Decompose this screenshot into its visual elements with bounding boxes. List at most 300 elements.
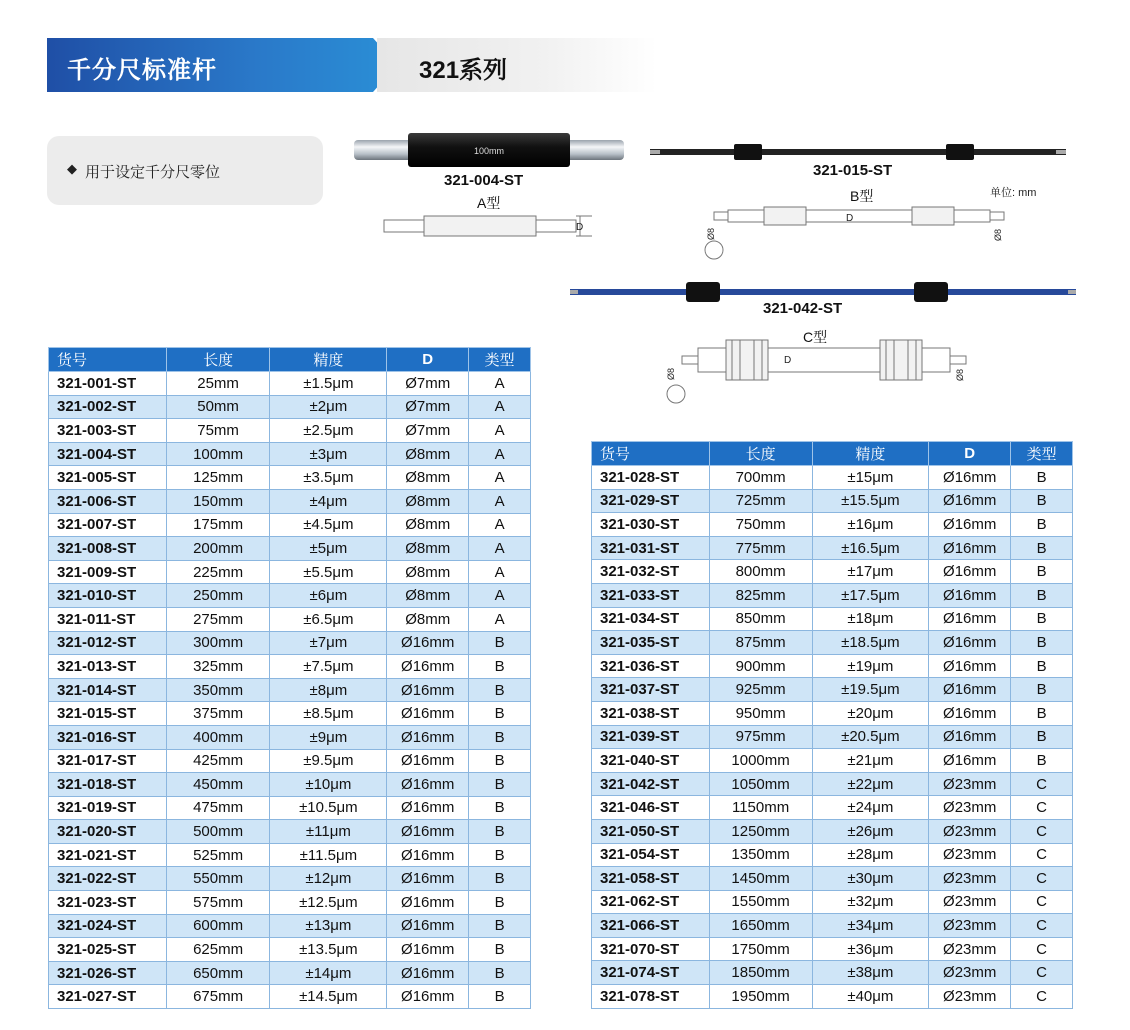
cell-type: C [1011,843,1073,867]
cell-code: 321-011-ST [49,607,167,631]
cell-type: B [469,796,531,820]
table-row [49,395,531,419]
rod-a-engraving: 100mm [473,146,505,156]
cell-type: C [1011,796,1073,820]
cell-d: Ø16mm [929,466,1011,490]
cell-d: Ø8mm [387,607,469,631]
cell-d: Ø16mm [387,820,469,844]
page-title: 千分尺标准杆 [67,57,217,84]
cell-d: Ø16mm [387,985,469,1009]
cell-type: A [469,466,531,490]
cell-accuracy: ±10μm [270,773,387,797]
cell-d: Ø16mm [929,607,1011,631]
cell-length: 475mm [166,796,270,820]
cell-length: 1350mm [709,843,812,867]
cell-length: 450mm [166,773,270,797]
table-header-row [49,348,531,372]
cell-code: 321-036-ST [592,654,710,678]
table-row [592,560,1073,584]
table-row [592,701,1073,725]
rod-c-code: 321-042-ST [763,300,843,317]
unit-label: 单位: mm [990,187,1037,199]
table-row [592,607,1073,631]
col-header-d: D [929,442,1011,466]
type-c-drawing [660,336,980,406]
cell-code: 321-038-ST [592,701,710,725]
table-row [592,819,1073,843]
cell-d: Ø23mm [929,843,1011,867]
cell-type: B [469,938,531,962]
cell-d: Ø16mm [929,489,1011,513]
spec-table-left [48,347,531,1009]
cell-accuracy: ±34μm [812,914,929,938]
cell-length: 750mm [709,513,812,537]
cell-accuracy: ±8μm [270,678,387,702]
cell-accuracy: ±2μm [270,395,387,419]
cell-type: B [469,985,531,1009]
cell-code: 321-074-ST [592,961,710,985]
cell-code: 321-007-ST [49,513,167,537]
cell-d: Ø16mm [387,796,469,820]
cell-accuracy: ±11μm [270,820,387,844]
cell-accuracy: ±21μm [812,749,929,773]
cell-length: 625mm [166,938,270,962]
dim-d-a: D [576,222,584,233]
cell-type: A [469,537,531,561]
col-header-type: 类型 [1011,442,1073,466]
cell-type: B [469,678,531,702]
cell-d: Ø16mm [387,631,469,655]
cell-length: 1650mm [709,914,812,938]
cell-d: Ø8mm [387,560,469,584]
cell-d: Ø16mm [929,560,1011,584]
cell-code: 321-054-ST [592,843,710,867]
cell-code: 321-050-ST [592,819,710,843]
cell-accuracy: ±26μm [812,819,929,843]
table-row [592,654,1073,678]
type-b-label: B型 [850,188,874,204]
cell-d: Ø16mm [929,749,1011,773]
cell-code: 321-032-ST [592,560,710,584]
cell-type: B [1011,513,1073,537]
feature-text: 用于设定千分尺零位 [85,164,221,181]
cell-type: A [469,607,531,631]
cell-d: Ø16mm [387,891,469,915]
bullet-icon: ◆ [67,161,77,176]
cell-accuracy: ±18μm [812,607,929,631]
cell-accuracy: ±30μm [812,867,929,891]
cell-length: 225mm [166,560,270,584]
cell-d: Ø23mm [929,937,1011,961]
cell-type: B [469,961,531,985]
cell-code: 321-034-ST [592,607,710,631]
table-row [49,914,531,938]
cell-accuracy: ±20.5μm [812,725,929,749]
cell-accuracy: ±5.5μm [270,560,387,584]
cell-code: 321-026-ST [49,961,167,985]
feature-box [47,136,323,205]
cell-code: 321-035-ST [592,631,710,655]
cell-length: 1850mm [709,961,812,985]
table-row [592,867,1073,891]
cell-code: 321-021-ST [49,843,167,867]
table-row [49,938,531,962]
cell-type: A [469,560,531,584]
cell-type: C [1011,890,1073,914]
cell-code: 321-017-ST [49,749,167,773]
cell-type: B [469,702,531,726]
cell-d: Ø8mm [387,584,469,608]
cell-accuracy: ±14μm [270,961,387,985]
cell-type: B [1011,725,1073,749]
cell-code: 321-002-ST [49,395,167,419]
cell-d: Ø16mm [387,773,469,797]
cell-d: Ø7mm [387,395,469,419]
cell-code: 321-040-ST [592,749,710,773]
cell-length: 375mm [166,702,270,726]
cell-code: 321-029-ST [592,489,710,513]
cell-length: 400mm [166,725,270,749]
col-header-accuracy: 精度 [812,442,929,466]
spec-table-right [591,441,1073,1009]
col-header-code: 货号 [592,442,710,466]
cell-length: 525mm [166,843,270,867]
table-row [49,820,531,844]
cell-code: 321-024-ST [49,914,167,938]
cell-type: B [1011,607,1073,631]
cell-code: 321-022-ST [49,867,167,891]
table-row [49,961,531,985]
cell-code: 321-010-ST [49,584,167,608]
cell-length: 725mm [709,489,812,513]
cell-accuracy: ±19μm [812,654,929,678]
cell-d: Ø16mm [387,678,469,702]
cell-accuracy: ±1.5μm [270,372,387,396]
table-row [592,678,1073,702]
cell-code: 321-004-ST [49,442,167,466]
cell-accuracy: ±20μm [812,701,929,725]
table-row [592,772,1073,796]
cell-type: B [469,773,531,797]
cell-code: 321-033-ST [592,583,710,607]
cell-accuracy: ±11.5μm [270,843,387,867]
table-row [49,607,531,631]
cell-accuracy: ±24μm [812,796,929,820]
cell-accuracy: ±7μm [270,631,387,655]
table-row [49,372,531,396]
cell-d: Ø23mm [929,796,1011,820]
cell-type: B [1011,749,1073,773]
cell-code: 321-003-ST [49,419,167,443]
table-row [49,513,531,537]
cell-length: 600mm [166,914,270,938]
cell-code: 321-015-ST [49,702,167,726]
cell-type: B [469,891,531,915]
cell-code: 321-020-ST [49,820,167,844]
table-row [49,773,531,797]
table-row [592,536,1073,560]
table-row [49,560,531,584]
cell-length: 975mm [709,725,812,749]
table-row [49,796,531,820]
cell-accuracy: ±13μm [270,914,387,938]
cell-d: Ø8mm [387,442,469,466]
rod-a-photo [352,132,624,168]
cell-d: Ø16mm [929,536,1011,560]
cell-length: 100mm [166,442,270,466]
cell-accuracy: ±32μm [812,890,929,914]
cell-accuracy: ±12μm [270,867,387,891]
cell-length: 1450mm [709,867,812,891]
table-row [592,489,1073,513]
cell-length: 825mm [709,583,812,607]
cell-code: 321-070-ST [592,937,710,961]
cell-code: 321-018-ST [49,773,167,797]
cell-length: 925mm [709,678,812,702]
cell-accuracy: ±4μm [270,489,387,513]
cell-d: Ø8mm [387,489,469,513]
table-row [49,678,531,702]
cell-d: Ø16mm [387,843,469,867]
col-header-type: 类型 [469,348,531,372]
cell-accuracy: ±14.5μm [270,985,387,1009]
type-a-label: A型 [477,195,501,211]
cell-accuracy: ±9.5μm [270,749,387,773]
series-title: 321系列 [419,57,508,84]
cell-code: 321-046-ST [592,796,710,820]
cell-accuracy: ±40μm [812,985,929,1009]
cell-length: 875mm [709,631,812,655]
cell-accuracy: ±28μm [812,843,929,867]
cell-d: Ø16mm [929,513,1011,537]
cell-code: 321-014-ST [49,678,167,702]
cell-type: C [1011,961,1073,985]
cell-code: 321-005-ST [49,466,167,490]
table-row [49,702,531,726]
table-row [592,749,1073,773]
cell-type: C [1011,985,1073,1009]
cell-type: B [1011,536,1073,560]
rod-a-code: 321-004-ST [444,172,524,189]
cell-length: 325mm [166,655,270,679]
col-header-d: D [387,348,469,372]
table-row [592,725,1073,749]
table-row [49,466,531,490]
cell-code: 321-062-ST [592,890,710,914]
cell-length: 575mm [166,891,270,915]
cell-d: Ø16mm [387,867,469,891]
cell-type: B [1011,631,1073,655]
cell-accuracy: ±38μm [812,961,929,985]
cell-length: 75mm [166,419,270,443]
cell-type: B [469,631,531,655]
header-banner [47,38,657,92]
cell-length: 350mm [166,678,270,702]
cell-d: Ø7mm [387,372,469,396]
table-row [592,961,1073,985]
cell-d: Ø8mm [387,537,469,561]
cell-type: B [1011,654,1073,678]
cell-code: 321-066-ST [592,914,710,938]
cell-type: A [469,442,531,466]
table-row [49,655,531,679]
cell-length: 1750mm [709,937,812,961]
cell-type: C [1011,772,1073,796]
table-row [49,631,531,655]
cell-d: Ø16mm [929,654,1011,678]
cell-type: C [1011,914,1073,938]
cell-accuracy: ±12.5μm [270,891,387,915]
cell-d: Ø8mm [387,513,469,537]
cell-length: 300mm [166,631,270,655]
cell-accuracy: ±9μm [270,725,387,749]
cell-type: B [469,867,531,891]
cell-accuracy: ±17μm [812,560,929,584]
cell-accuracy: ±16μm [812,513,929,537]
cell-d: Ø23mm [929,890,1011,914]
cell-type: B [1011,701,1073,725]
cell-code: 321-013-ST [49,655,167,679]
cell-code: 321-028-ST [592,466,710,490]
cell-type: A [469,395,531,419]
cell-length: 800mm [709,560,812,584]
cell-length: 275mm [166,607,270,631]
cell-length: 775mm [709,536,812,560]
table-row [49,584,531,608]
cell-accuracy: ±16.5μm [812,536,929,560]
cell-d: Ø23mm [929,867,1011,891]
cell-code: 321-037-ST [592,678,710,702]
cell-length: 1950mm [709,985,812,1009]
cell-type: B [1011,560,1073,584]
cell-type: B [469,914,531,938]
cell-code: 321-023-ST [49,891,167,915]
dim-d8-b-left: Ø8 [706,227,716,240]
table-row [49,891,531,915]
table-row [49,419,531,443]
cell-code: 321-042-ST [592,772,710,796]
cell-length: 50mm [166,395,270,419]
cell-code: 321-001-ST [49,372,167,396]
cell-accuracy: ±10.5μm [270,796,387,820]
cell-length: 425mm [166,749,270,773]
cell-type: A [469,513,531,537]
cell-code: 321-030-ST [592,513,710,537]
cell-type: A [469,489,531,513]
cell-accuracy: ±6μm [270,584,387,608]
cell-length: 1150mm [709,796,812,820]
cell-d: Ø23mm [929,961,1011,985]
cell-code: 321-078-ST [592,985,710,1009]
cell-code: 321-025-ST [49,938,167,962]
cell-accuracy: ±5μm [270,537,387,561]
cell-d: Ø7mm [387,419,469,443]
col-header-accuracy: 精度 [270,348,387,372]
cell-length: 25mm [166,372,270,396]
cell-d: Ø16mm [929,631,1011,655]
cell-d: Ø16mm [387,749,469,773]
type-c-label: C型 [803,329,828,345]
cell-type: A [469,584,531,608]
cell-type: A [469,372,531,396]
dim-d-b: D [846,213,854,224]
cell-d: Ø23mm [929,985,1011,1009]
cell-type: C [1011,867,1073,891]
cell-length: 675mm [166,985,270,1009]
table-row [49,725,531,749]
table-row [49,843,531,867]
cell-code: 321-019-ST [49,796,167,820]
cell-type: B [1011,678,1073,702]
cell-accuracy: ±22μm [812,772,929,796]
cell-accuracy: ±6.5μm [270,607,387,631]
cell-accuracy: ±2.5μm [270,419,387,443]
table-row [49,867,531,891]
table-header-row [592,442,1073,466]
cell-accuracy: ±18.5μm [812,631,929,655]
cell-type: B [469,843,531,867]
cell-length: 850mm [709,607,812,631]
cell-length: 1000mm [709,749,812,773]
cell-accuracy: ±3.5μm [270,466,387,490]
table-row [49,537,531,561]
cell-accuracy: ±19.5μm [812,678,929,702]
col-header-length: 长度 [709,442,812,466]
table-row [592,843,1073,867]
cell-length: 500mm [166,820,270,844]
cell-type: B [1011,489,1073,513]
cell-d: Ø16mm [387,725,469,749]
table-row [592,466,1073,490]
dim-d8-b-right: Ø8 [993,228,1003,241]
cell-length: 175mm [166,513,270,537]
cell-d: Ø16mm [387,655,469,679]
table-row [592,914,1073,938]
cell-length: 1050mm [709,772,812,796]
table-row [49,489,531,513]
cell-accuracy: ±36μm [812,937,929,961]
cell-type: A [469,419,531,443]
cell-d: Ø16mm [387,961,469,985]
rod-b-photo [648,142,1068,162]
cell-length: 125mm [166,466,270,490]
table-row [592,890,1073,914]
cell-length: 950mm [709,701,812,725]
col-header-code: 货号 [49,348,167,372]
dim-d8-c-left: Ø8 [666,367,676,380]
cell-type: B [469,725,531,749]
cell-length: 900mm [709,654,812,678]
cell-code: 321-009-ST [49,560,167,584]
cell-accuracy: ±4.5μm [270,513,387,537]
cell-length: 200mm [166,537,270,561]
cell-accuracy: ±15μm [812,466,929,490]
cell-type: C [1011,819,1073,843]
cell-type: B [469,749,531,773]
cell-type: B [469,655,531,679]
table-row [49,985,531,1009]
cell-length: 250mm [166,584,270,608]
table-row [592,631,1073,655]
cell-code: 321-006-ST [49,489,167,513]
cell-d: Ø16mm [929,583,1011,607]
cell-accuracy: ±15.5μm [812,489,929,513]
cell-accuracy: ±8.5μm [270,702,387,726]
cell-length: 150mm [166,489,270,513]
cell-d: Ø23mm [929,819,1011,843]
cell-type: C [1011,937,1073,961]
type-b-drawing [700,202,1020,266]
